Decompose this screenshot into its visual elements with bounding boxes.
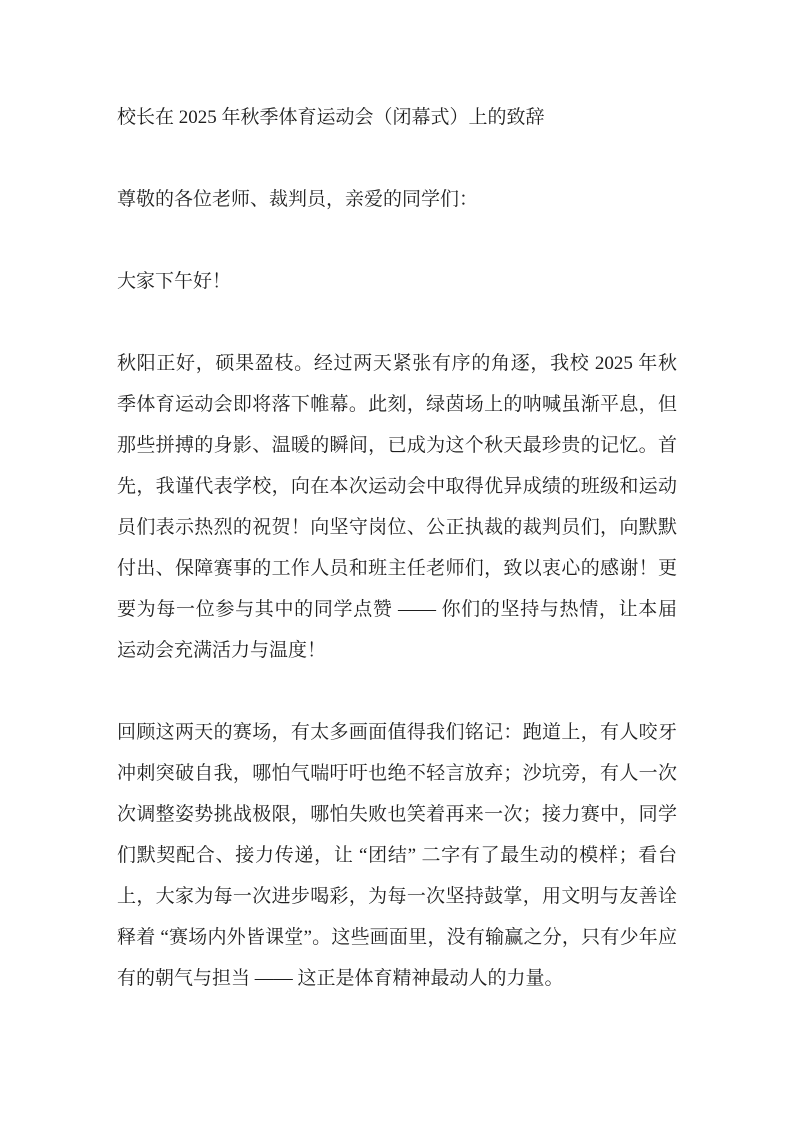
document-title: 校长在 2025 年秋季体育运动会（闭幕式）上的致辞 [117,107,545,128]
greeting-line: 大家下午好！ [117,271,232,292]
document-content [117,97,677,1040]
body-paragraph-review: 回顾这两天的赛场，有太多画面值得我们铭记：跑道上，有人咬牙冲刺突破自我，哪怕气喘吁吁也绝不轻言放弃；沙坑旁，有人一次次调整姿势挑战极限，哪怕失败也笑着再来一次；接力赛中，同学们默契配合、接力传递，让 “团结” 二字有了最生动的模样；看台上，大家为每一次进步喝彩，为每一次坚持鼓掌，用文明与友善诠释着 “赛场内外皆课堂”。这些画面里，没有输赢之分，只有少年应有的朝气与担当 —— 这正是体育精神最动人的力量。 [117,722,677,989]
salutation-line: 尊敬的各位老师、裁判员，亲爱的同学们： [117,189,479,210]
body-paragraph-thanks: 秋阳正好，硕果盈枝。经过两天紧张有序的角逐，我校 2025 年秋季体育运动会即将落下帷幕。此刻，绿茵场上的呐喊虽渐平息，但那些拼搏的身影、温暖的瞬间，已成为这个秋天最珍贵的记忆。首先，我谨代表学校，向在本次运动会中取得优异成绩的班级和运动员们表示热烈的祝贺！向坚守岗位、公正执裁的裁判员们，向默默付出、保障赛事的工作人员和班主任老师们，致以衷心的感谢！更要为每一位参与其中的同学点赞 —— 你们的坚持与热情，让本届运动会充满活力与温度！ [117,353,677,661]
